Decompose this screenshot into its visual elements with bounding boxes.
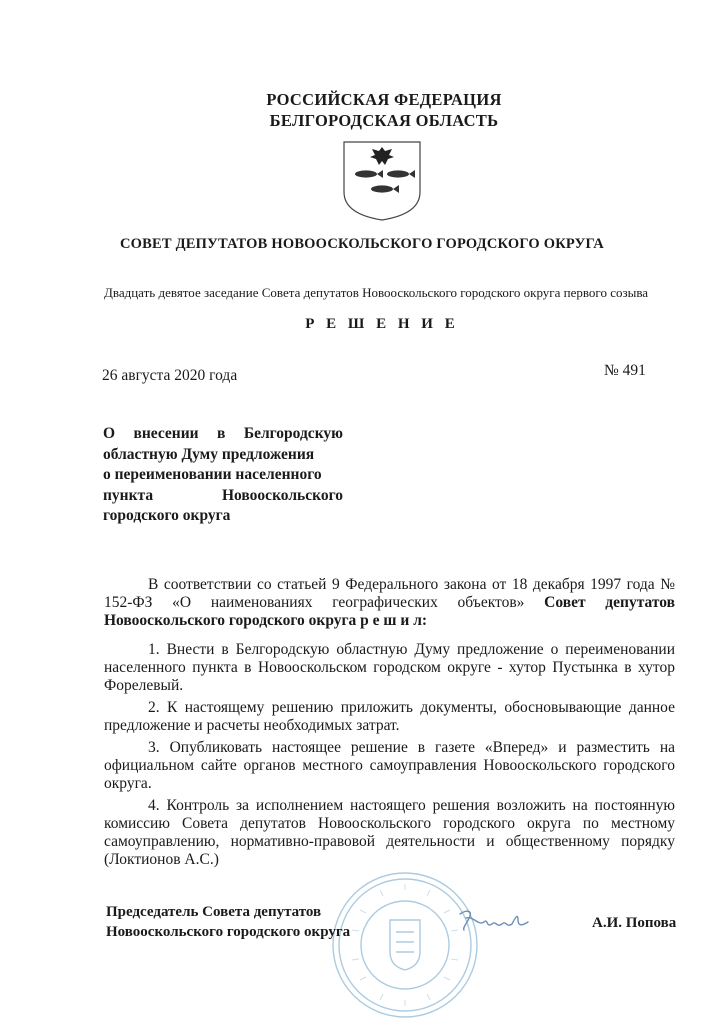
header-country: РОССИЙСКАЯ ФЕДЕРАЦИЯ bbox=[266, 90, 502, 109]
decision-subject bbox=[103, 424, 343, 527]
signatory-title bbox=[106, 902, 350, 942]
header-region: БЕЛГОРОДСКАЯ ОБЛАСТЬ bbox=[269, 111, 499, 130]
signatory-name: А.И. Попова bbox=[592, 915, 677, 931]
decision-title: Р Е Ш Е Н И Е bbox=[305, 316, 459, 332]
subject-line: пункта Новооскольского bbox=[103, 486, 343, 504]
decision-item: 2. К настоящему решению приложить документы, обосновывающие данное предложение и расчеты необходимых затрат. bbox=[104, 699, 675, 734]
official-stamp-icon bbox=[330, 870, 480, 1020]
decision-item: 1. Внести в Белгородскую областную Думу предложение о переименовании населенного пункта в Новооскольском городском округе - хутор Пустынка в хутор Форелевый. bbox=[104, 641, 675, 694]
decision-date: 26 августа 2020 года bbox=[102, 367, 238, 384]
preamble-resolution: Совет депутатов Новооскольского городского округа р е ш и л: bbox=[104, 594, 676, 629]
signatory-title-line: Председатель Совета депутатов bbox=[106, 904, 322, 920]
preamble bbox=[104, 576, 675, 630]
decision-items bbox=[104, 641, 675, 873]
coat-of-arms-icon bbox=[342, 140, 422, 222]
subject-line: городского округа bbox=[103, 507, 231, 524]
decision-item: 4. Контроль за исполнением настоящего решения возложить на постоянную комиссию Совета депутатов Новооскольского городского округа по местному самоуправлению, нормативно-правовой деятельности и общественному порядку (Локтионов А.С.) bbox=[104, 797, 675, 868]
subject-line: о переименовании населенного bbox=[103, 466, 322, 483]
preamble-text: В соответствии со статьей 9 Федерального закона от 18 декабря 1997 года № 152-ФЗ «О наименованиях географических объектов» bbox=[104, 576, 675, 611]
subject-line: областную Думу предложения bbox=[103, 445, 315, 463]
session-line: Двадцать девятое заседание Совета депутатов Новооскольского городского округа первого созыва bbox=[104, 285, 649, 300]
decision-item: 3. Опубликовать настоящее решение в газете «Вперед» и разместить на официальном сайте органов местного самоуправления Новооскольского городского округа. bbox=[104, 739, 675, 792]
council-title: СОВЕТ ДЕПУТАТОВ НОВООСКОЛЬСКОГО ГОРОДСКОГО ОКРУГА bbox=[120, 236, 604, 252]
subject-line: О внесении в Белгородскую bbox=[103, 425, 343, 442]
decision-number: № 491 bbox=[604, 362, 646, 379]
signatory-title-line: Новооскольского городского округа bbox=[106, 924, 351, 940]
handwritten-signature-icon bbox=[456, 906, 532, 936]
